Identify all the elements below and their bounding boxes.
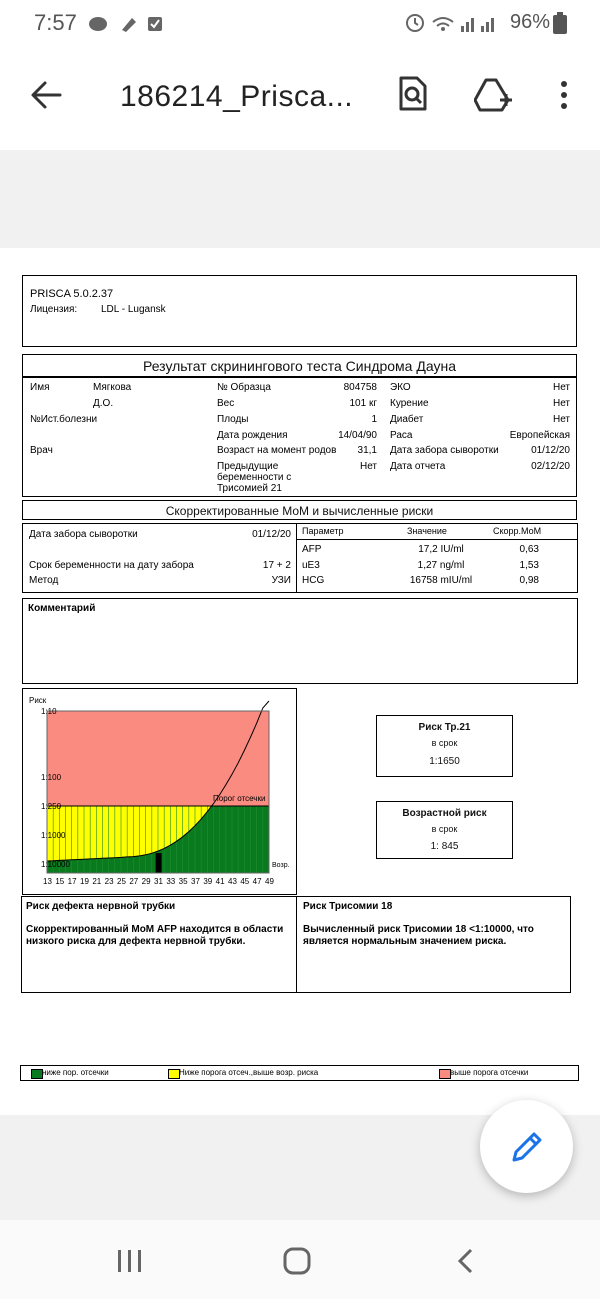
history-label: №Ист.болезни: [30, 414, 98, 425]
smoke-label: Курение: [390, 398, 429, 409]
x-tick-label: 25: [117, 877, 126, 886]
y-tick-label: 1:1000: [41, 831, 66, 840]
weight-label: Вес: [217, 398, 235, 409]
dob-value: 14/04/90: [338, 430, 377, 441]
cutoff-label: Порог отсечки: [213, 794, 266, 803]
search-in-document-icon[interactable]: [398, 76, 428, 112]
legend-low: ниже пор. отсечки: [42, 1068, 109, 1077]
t18-title: Риск Трисомии 18: [303, 901, 393, 912]
y-tick-label: 1:10: [41, 707, 57, 716]
method-value: УЗИ: [271, 575, 291, 586]
race-label: Раса: [390, 430, 413, 441]
comment-box: [22, 598, 578, 684]
y-tick-label: 1:10000: [41, 860, 70, 869]
method-label: Метод: [29, 575, 59, 586]
comment-label: Комментарий: [28, 603, 96, 614]
term-value: 17 + 2: [262, 560, 291, 571]
x-tick-label: 37: [191, 877, 200, 886]
app-bar: [0, 48, 600, 148]
x-tick-label: 43: [228, 877, 237, 886]
diabetes-label: Диабет: [390, 414, 424, 425]
mom-row-mom: 0,63: [519, 544, 539, 555]
x-tick-label: 45: [240, 877, 250, 886]
risk-age-title: Возрастной риск: [402, 808, 487, 819]
t18-box: [296, 896, 571, 993]
prev-label: Предыдущие беременности с Трисомией 21: [217, 461, 292, 494]
x-axis-label: Возр.: [272, 862, 290, 869]
header-box: [22, 275, 577, 347]
x-tick-label: 29: [141, 877, 151, 886]
status-notification-icons: [88, 14, 178, 34]
more-options-icon[interactable]: [559, 80, 569, 110]
mom-row-param: AFP: [302, 544, 322, 555]
patient-risk-marker: [156, 853, 162, 873]
patient-info-box: [22, 377, 577, 497]
x-tick-label: 33: [166, 877, 176, 886]
risk-age-box: [376, 801, 513, 859]
mom-table-box: [296, 523, 578, 593]
status-bar: [0, 0, 600, 48]
x-tick-label: 39: [203, 877, 213, 886]
x-tick-label: 35: [178, 877, 188, 886]
age-value: 31,1: [357, 445, 377, 456]
risk-t21-sub: в срок: [431, 738, 458, 748]
mom-row-value: 1,27 ng/ml: [417, 560, 465, 571]
mom-header-param: Параметр: [302, 526, 344, 536]
eco-label: ЭКО: [390, 382, 411, 393]
navigation-bar: [0, 1220, 600, 1299]
mom-row-param: uE3: [302, 560, 320, 571]
risk-t21-value: 1:1650: [429, 756, 460, 767]
legend-mid: Ниже порога отсеч.,выше возр. риска: [179, 1068, 319, 1077]
mom-row-value: 16758 mIU/ml: [409, 575, 473, 586]
x-tick-label: 19: [80, 877, 89, 886]
x-tick-label: 27: [129, 877, 139, 886]
x-tick-label: 15: [55, 877, 65, 886]
mom-row-mom: 0,98: [519, 575, 539, 586]
y-tick-label: 1:250: [41, 802, 62, 811]
x-tick-label: 41: [215, 877, 225, 886]
x-tick-label: 13: [43, 877, 52, 886]
risk-t21-title: Риск Тр.21: [418, 722, 471, 733]
diabetes-value: Нет: [552, 414, 570, 425]
prev-value: Нет: [359, 461, 377, 472]
home-icon[interactable]: [283, 1247, 313, 1275]
weight-value: 101 кг: [349, 398, 377, 409]
recent-apps-icon[interactable]: [116, 1248, 144, 1274]
sample-value: 804758: [343, 382, 377, 393]
mom-left-box: [22, 523, 297, 593]
x-tick-label: 49: [265, 877, 274, 886]
license-value: LDL - Lugansk: [101, 304, 166, 315]
risk-age-value: 1: 845: [430, 841, 459, 852]
name-label: Имя: [30, 382, 50, 393]
risk-chart-box: [22, 688, 297, 895]
mom-title: Скорректированные МоМ и вычисленные риски: [165, 504, 434, 518]
back-nav-icon[interactable]: [455, 1247, 475, 1275]
race-value: Европейская: [509, 430, 570, 441]
ntd-box: [21, 896, 297, 993]
mom-title-box: [22, 500, 577, 520]
legend-box: [20, 1065, 579, 1081]
risk-age-sub: в срок: [431, 824, 458, 834]
viewer-background-top: [0, 150, 600, 248]
x-tick-label: 31: [154, 877, 163, 886]
report-title: Результат скринингового теста Синдрома Дауна: [142, 358, 456, 374]
x-tick-label: 23: [104, 877, 114, 886]
pencil-icon: [510, 1130, 544, 1164]
ntd-text: Скорректированный МоМ AFP находится в области низкого риска для дефекта нервной трубки.: [26, 924, 284, 947]
document-page: [0, 248, 600, 1115]
name-value-2: Д.О.: [93, 398, 114, 409]
smoke-value: Нет: [552, 398, 570, 409]
mom-header-value: Значение: [407, 526, 447, 536]
doctor-label: Врач: [30, 445, 53, 456]
term-label: Срок беременности на дату забора: [29, 560, 194, 571]
report-date-label: Дата отчета: [390, 461, 446, 472]
risk-chart: [23, 689, 296, 894]
status-time: 7:57: [34, 10, 77, 35]
fetus-value: 1: [371, 414, 377, 425]
edit-button[interactable]: [480, 1100, 573, 1193]
dob-label: Дата рождения: [217, 430, 288, 441]
report-date-value: 02/12/20: [531, 461, 570, 472]
mom-row-mom: 1,53: [519, 560, 539, 571]
sample-label: № Образца: [217, 382, 271, 393]
risk-t21-box: [376, 715, 513, 777]
mom-row-value: 17,2 IU/ml: [418, 544, 464, 555]
serum-date-value: 01/12/20: [531, 445, 570, 456]
risk-band-high: [47, 711, 269, 806]
x-tick-label: 17: [67, 877, 77, 886]
age-label: Возраст на момент родов: [217, 445, 337, 456]
y-tick-label: 1:100: [41, 773, 62, 782]
name-value-1: Мягкова: [93, 382, 132, 393]
mom-row-param: HCG: [302, 575, 325, 586]
serum-date-label: Дата забора сыворотки: [390, 445, 499, 456]
title-box: [22, 354, 577, 377]
x-tick-label: 21: [92, 877, 102, 886]
app-version: PRISCA 5.0.2.37: [30, 288, 114, 300]
mom-serum-value: 01/12/20: [252, 529, 291, 540]
ntd-title: Риск дефекта нервной трубки: [26, 901, 176, 912]
license-label: Лицензия:: [30, 304, 78, 315]
eco-value: Нет: [552, 382, 570, 393]
status-system-icons: [405, 12, 500, 34]
mom-header-mom: Скорр.МоМ: [493, 526, 542, 536]
mom-serum-label: Дата забора сыворотки: [29, 529, 138, 540]
x-tick-label: 47: [252, 877, 262, 886]
add-to-drive-icon[interactable]: [474, 78, 514, 112]
document-title: 186214_Prisca...: [120, 80, 354, 113]
legend-high: выше порога отсечки: [450, 1068, 529, 1077]
t18-text: Вычисленный риск Трисомии 18 <1:10000, что является нормальным значением риска.: [303, 924, 534, 947]
fetus-label: Плоды: [217, 414, 249, 425]
y-axis-label: Риск: [29, 696, 47, 705]
back-arrow-icon[interactable]: [30, 80, 64, 110]
battery-percent: 96%: [509, 11, 550, 33]
battery-icon: [553, 12, 567, 34]
